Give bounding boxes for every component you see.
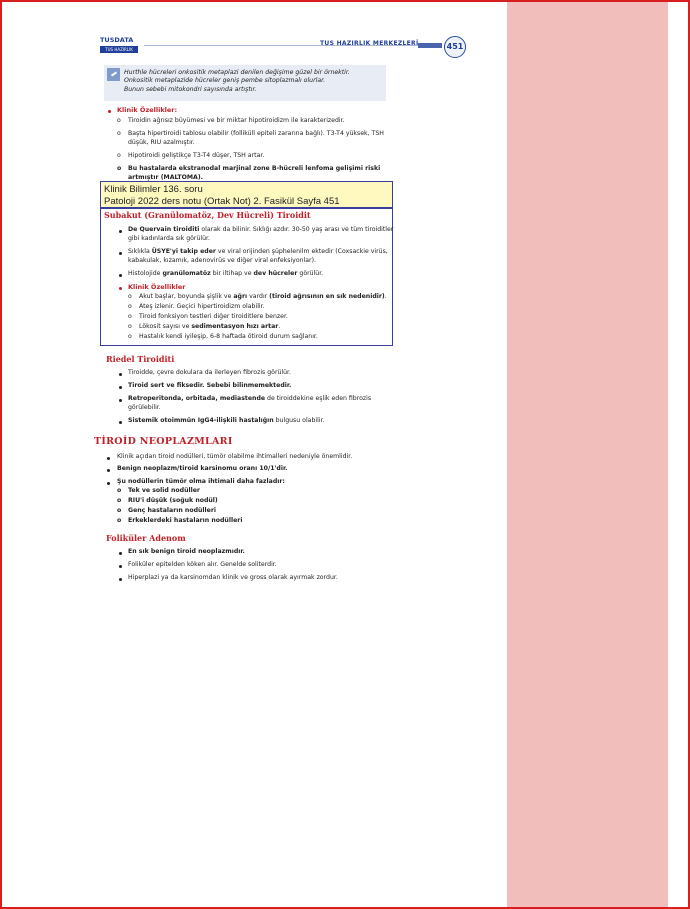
- bullet-icon: [107, 469, 110, 472]
- annotation-line: Klinik Bilimler 136. soru: [104, 184, 203, 195]
- bullet-icon: [119, 252, 122, 255]
- list-item: Tiroidin ağrısız büyümesi ve bir miktar hipotiroidizm ile karakterizedir.: [128, 117, 345, 124]
- header-title: TUS HAZIRLIK MERKEZLERİ: [320, 40, 419, 47]
- list-item: Hiperplazi ya da karsinomdan klinik ve gross olarak ayırmak zordur.: [128, 574, 338, 581]
- page-number: 451: [444, 36, 466, 58]
- bullet-icon: [119, 373, 122, 376]
- circle-bullet-icon: o: [117, 507, 122, 514]
- term: ÜSYE'yi takip eder: [151, 248, 216, 255]
- sub-item: RIU'i düşük (soğuk nodül): [128, 497, 218, 504]
- circle-bullet-icon: o: [117, 165, 122, 172]
- note-line: Bunun sebebi mitokondri sayısında artıştır.: [124, 85, 257, 93]
- paragraph: kabakulak, kızamık, adenovirüs ve diğer viral enfeksiyonlar).: [128, 257, 316, 264]
- term: De Quervain tiroiditi: [128, 226, 200, 233]
- list-item: Şu nodüllerin tümör olma ihtimali daha fazladır:: [117, 478, 285, 485]
- term: dev hücreler: [253, 270, 298, 277]
- list-item: Başta hipertiroidi tablosu olabilir (folliküll epiteli zararına bağlı). T3-T4 yüksek, TSH: [128, 130, 384, 137]
- circle-bullet-icon: o: [117, 117, 121, 124]
- list-item: En sık benign tiroid neoplazmıdır.: [128, 548, 245, 555]
- pencil-icon: [107, 68, 120, 81]
- chapter-title: TİROİD NEOPLAZMLARI: [94, 436, 233, 447]
- note-line: Onkositik metaplazide hücreler geniş pembe sitoplazmalı olurlar.: [124, 77, 326, 85]
- list-item: Foliküler epitelden köken alır. Genelde soliterdir.: [128, 561, 277, 568]
- term: sedimentasyon hızı artar: [191, 323, 279, 330]
- term: granülomatöz: [162, 270, 211, 277]
- info-note: [104, 65, 386, 101]
- text: Akut başlar, boyunda şişlik ve: [139, 293, 234, 300]
- note-text: [124, 69, 384, 94]
- list-item: Hipotiroidi geliştikçe T3-T4 düşer, TSH artar.: [128, 152, 265, 159]
- bullet-icon: [107, 457, 110, 460]
- section-heading: Klinik Özellikler: [128, 283, 186, 291]
- text: de tiroiddekine eşlik eden fibrozis: [265, 395, 372, 402]
- sub-item: Genç hastaların nodülleri: [128, 507, 217, 514]
- bullet-icon: [108, 110, 111, 113]
- bullet-icon: [119, 421, 122, 424]
- circle-bullet-icon: o: [117, 487, 122, 494]
- header-bar: [418, 43, 442, 48]
- term: Retroperitonda, orbitada, mediastende: [128, 395, 266, 402]
- list-item: Bu hastalarda ekstranodal marjinal zone B-hücreli lenfoma gelişimi riski: [128, 165, 381, 172]
- circle-bullet-icon: o: [117, 130, 121, 137]
- list-item: Hastalık kendi iyileşip, 6-8 haftada ötiroid durum sağlanır.: [139, 333, 318, 340]
- circle-bullet-icon: o: [128, 323, 132, 330]
- list-item: [128, 417, 324, 426]
- bullet-icon: [119, 578, 122, 581]
- sub-item: Tek ve solid nodüller: [128, 487, 200, 494]
- right-margin-panel: [507, 2, 668, 907]
- text: Lökosit sayısı ve: [139, 323, 192, 330]
- circle-bullet-icon: o: [128, 303, 132, 310]
- circle-bullet-icon: o: [117, 517, 122, 524]
- list-item: Tiroidde, çevre dokulara da ilerleyen fibrozis görülür.: [128, 369, 292, 376]
- annotation-line: Patoloji 2022 ders notu (Ortak Not) 2. Fasikül Sayfa 451: [104, 196, 340, 207]
- bullet-icon: [119, 552, 122, 555]
- paragraph: [128, 270, 323, 279]
- text: bulgusu olabilir.: [273, 417, 325, 424]
- list-item: Akut başlar, boyunda şişlik ve ağrı vardır (tiroid ağrısının en sık nedenidir).: [139, 293, 387, 300]
- bullet-icon: [119, 287, 122, 290]
- text: olarak da bilinir. Sıklığı azdır. 30-50 yaş arası ve tüm tiroiditler: [199, 226, 394, 233]
- sub-item: Erkeklerdeki hastaların nodülleri: [128, 517, 243, 524]
- bullet-icon: [119, 399, 122, 402]
- text: bir iltihap ve: [210, 270, 254, 277]
- text: görülür.: [297, 270, 324, 277]
- circle-bullet-icon: o: [128, 313, 132, 320]
- list-item: görülebilir.: [128, 404, 161, 411]
- list-item: Ateş izlenir. Geçici hipertiroidizm olabilir.: [139, 303, 265, 310]
- list-item: Benign neoplazm/tiroid karsinomu oranı 10/1'dir.: [117, 465, 288, 472]
- list-item: Lökosit sayısı ve sedimentasyon hızı artar.: [139, 323, 281, 330]
- paragraph: [128, 226, 393, 235]
- list-item: Tiroid fonksiyon testleri diğer tiroiditlere benzer.: [139, 313, 288, 320]
- list-item: [128, 395, 371, 404]
- section-title: Riedel Tiroiditi: [106, 354, 175, 364]
- bullet-icon: [119, 274, 122, 277]
- term: Sistemik otoimmün IgG4-ilişkili hastalığın: [128, 417, 274, 424]
- list-item: Tiroid sert ve fiksedir. Sebebi bilinmemektedir.: [128, 382, 292, 389]
- text: vardır: [247, 293, 270, 300]
- logo-subtext: TUS HAZIRLIK MERKEZLERİ: [100, 46, 138, 53]
- list-item: düşük, RIU azalmıştır.: [128, 139, 195, 146]
- term: ağrı: [233, 293, 248, 300]
- term: (tiroid ağrısının en sık nedenidir): [269, 293, 385, 300]
- circle-bullet-icon: o: [128, 293, 132, 300]
- section-heading: Klinik Özellikler:: [117, 106, 178, 114]
- bullet-icon: [119, 230, 122, 233]
- note-line: Hurthle hücreleri onkositik metaplazi denilen değişime güzel bir örnektir.: [124, 69, 350, 76]
- text: Sıklıkla: [128, 248, 152, 255]
- bullet-icon: [107, 482, 110, 485]
- list-item: Klinik açıdan tiroid nodülleri, tümör olabilme ihtimalleri nedeniyle önemlidir.: [117, 453, 353, 460]
- bullet-icon: [119, 386, 122, 389]
- annotation-box: [100, 181, 393, 209]
- section-title: Foliküler Adenom: [106, 533, 186, 543]
- circle-bullet-icon: o: [128, 333, 132, 340]
- paragraph: [128, 248, 388, 257]
- circle-bullet-icon: o: [117, 497, 122, 504]
- tusdata-logo: [100, 36, 140, 58]
- logo-text: TUSDATA: [100, 36, 134, 44]
- section-title: Subakut (Granülomatöz, Dev Hücreli) Tiroidit: [104, 210, 311, 220]
- text: Histolojide: [128, 270, 163, 277]
- text: ve viral orijinden şüphelenilm ektedir (Coxsackie virüs,: [215, 248, 388, 255]
- bullet-icon: [119, 565, 122, 568]
- circle-bullet-icon: o: [117, 152, 121, 159]
- list-item: artmıştır (MALTOMA).: [128, 174, 204, 181]
- paragraph: gibi kadınlarda sık görülür.: [128, 235, 210, 242]
